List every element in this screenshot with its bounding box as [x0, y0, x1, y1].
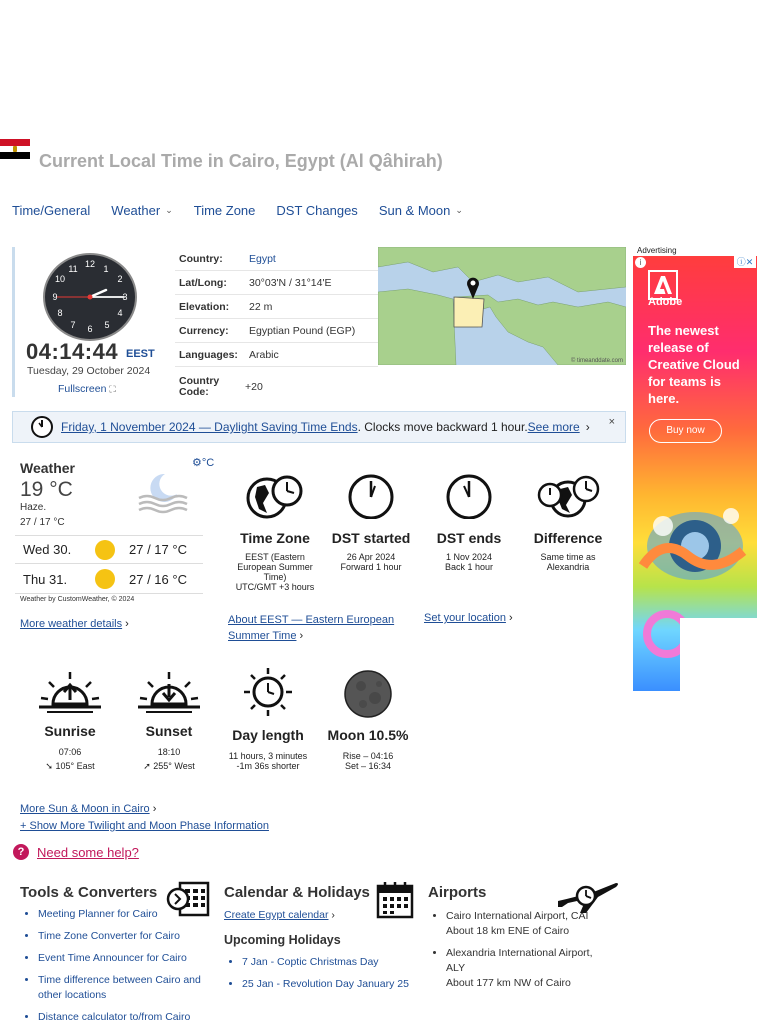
chevron-right-icon: › [299, 630, 304, 642]
tz-cell-dst-started[interactable]: DST started 26 Apr 2024 Forward 1 hour [321, 473, 421, 572]
fact-row-country-code: Country Code: +20 [179, 375, 263, 398]
calendar-icon [376, 881, 414, 919]
chevron-right-icon: › [509, 612, 513, 624]
calendar-title: Calendar & Holidays [224, 884, 370, 901]
svg-text:9: 9 [52, 292, 58, 302]
page-title: Current Local Time in Cairo, Egypt (Al Qâhirah) [39, 151, 443, 171]
current-time: 04:14:44 [26, 339, 119, 364]
globe-clock-icon [245, 473, 305, 519]
close-banner-button[interactable]: × [608, 416, 615, 428]
nav-time-general[interactable]: Time/General [12, 203, 91, 218]
list-item[interactable]: • Alexandria International Airport, ALY About 177 km NW of Cairo [446, 946, 603, 991]
calculator-clock-icon [166, 881, 210, 917]
advertisement-banner[interactable] [633, 256, 757, 691]
list-item[interactable]: • Event Time Announcer for Cairo [38, 951, 215, 966]
clock-face-icon [43, 253, 137, 341]
nav-dst-changes[interactable]: DST Changes [276, 203, 358, 218]
airports-list [428, 909, 603, 991]
sun-icon [95, 569, 115, 589]
clock-icon [346, 473, 396, 519]
ad-buy-now-button[interactable]: Buy now [649, 419, 722, 443]
more-weather-link[interactable]: More weather details › [20, 618, 129, 630]
current-date: Tuesday, 29 October 2024 [27, 365, 151, 377]
tz-cell-difference[interactable]: Difference Same time as Alexandria [518, 473, 618, 572]
sm-cell-moon[interactable]: Moon 10.5% Rise – 04:16 Set – 16:34 [318, 670, 418, 771]
tz-cell-dst-ends[interactable]: DST ends 1 Nov 2024 Back 1 hour [419, 473, 519, 572]
svg-text:8: 8 [57, 308, 63, 318]
fact-row-latlong: Lat/Long: 30°03'N / 31°14'E [175, 271, 378, 295]
ad-close-button[interactable]: ⓘ✕ [734, 256, 756, 268]
location-map[interactable] [378, 247, 626, 365]
sunrise-icon [37, 670, 103, 714]
clock-icon [30, 415, 54, 439]
chevron-right-icon: › [152, 803, 157, 815]
svg-text:4: 4 [117, 308, 123, 318]
sun-clock-icon [240, 666, 296, 718]
create-calendar-link[interactable]: Create Egypt calendar › [224, 909, 335, 921]
weather-unit-settings[interactable]: ⚙°C [192, 457, 215, 469]
gear-icon: ⚙ [192, 457, 202, 469]
sunset-icon [136, 670, 202, 714]
svg-text:3: 3 [122, 292, 128, 302]
sm-cell-sunset[interactable]: Sunset 18:10 ➚ 255° West [119, 670, 219, 771]
svg-text:1: 1 [103, 264, 109, 274]
airplane-clock-icon [556, 879, 620, 917]
list-item[interactable]: • Time Zone Converter for Cairo [38, 929, 215, 944]
list-item[interactable]: • Meeting Planner for Cairo [38, 907, 215, 922]
fullscreen-icon: ⛶ [109, 384, 116, 394]
list-item[interactable]: • 7 Jan - Coptic Christmas Day [242, 955, 414, 970]
tools-list [20, 907, 215, 1024]
moon-phase-icon [343, 670, 393, 718]
weather-title: Weather [20, 460, 75, 476]
tools-title: Tools & Converters [20, 884, 158, 901]
chevron-down-icon: ⌄ [455, 205, 463, 215]
ad-artwork [633, 496, 757, 616]
weather-description: Haze. [20, 502, 47, 513]
fact-row-languages: Languages: Arabic [175, 343, 378, 367]
nav-weather[interactable]: Weather ⌄ [111, 203, 173, 218]
tz-cell-time-zone[interactable]: Time Zone EEST (Eastern European Summer Time) UTC/GMT +3 hours [225, 473, 325, 592]
dst-banner [12, 411, 626, 443]
weather-credit: Weather by CustomWeather, © 2024 [20, 596, 135, 603]
dst-banner-text: . Clocks move backward 1 hour. [357, 420, 528, 434]
set-location-link[interactable]: Set your location › [424, 612, 513, 624]
dst-end-link[interactable]: Friday, 1 November 2024 — Daylight Saving Time Ends [61, 420, 358, 434]
fullscreen-button[interactable]: Fullscreen ⛶ [58, 383, 116, 395]
fact-row-elevation: Elevation: 22 m [175, 295, 378, 319]
svg-text:11: 11 [68, 264, 78, 274]
list-item[interactable]: • Distance calculator to/from Cairo [38, 1010, 215, 1024]
chevron-right-icon: › [331, 909, 335, 921]
moon-haze-icon [135, 470, 191, 514]
svg-text:12: 12 [84, 259, 96, 269]
ad-blank-area [680, 618, 757, 691]
svg-text:2: 2 [117, 274, 123, 284]
more-sun-moon-link[interactable]: More Sun & Moon in Cairo › [20, 803, 157, 815]
location-facts-table [175, 247, 378, 407]
map-image [378, 247, 626, 365]
show-twilight-link[interactable]: + Show More Twilight and Moon Phase Information [20, 820, 269, 832]
chevron-down-icon: ⌄ [165, 205, 173, 215]
ad-copy: The newest release of Creative Cloud for teams is here. [648, 323, 740, 406]
fact-row-country: Country: Egypt [175, 247, 378, 271]
sm-cell-sunrise[interactable]: Sunrise 07:06 ➘ 105° East [20, 670, 120, 771]
airports-title: Airports [428, 884, 487, 901]
analog-clock [43, 253, 137, 346]
svg-text:5: 5 [104, 320, 110, 330]
current-temperature: 19 °C [20, 478, 73, 501]
globe-clocks-icon [536, 473, 600, 519]
timezone-abbr[interactable]: EEST [126, 348, 155, 360]
help-link[interactable]: ? Need some help? [13, 844, 139, 860]
arrow-icon: ➚ [143, 761, 154, 771]
about-eest-link[interactable]: About EEST — Eastern European Summer Time › [228, 614, 395, 642]
fact-row-currency: Currency: Egyptian Pound (EGP) [175, 319, 378, 343]
nav-time-zone[interactable]: Time Zone [193, 203, 256, 218]
arrow-icon: ➘ [45, 761, 56, 771]
map-credit: © timeanddate.com [570, 358, 623, 364]
help-icon: ? [13, 844, 29, 860]
upcoming-holidays-title: Upcoming Holidays [224, 933, 341, 947]
ad-info-icon[interactable]: i [635, 257, 646, 268]
list-item[interactable]: • Cairo International Airport, CAI About 18 km ENE of Cairo [446, 909, 603, 939]
clock-icon [444, 473, 494, 519]
sun-icon [95, 540, 115, 560]
chevron-right-icon: › [585, 420, 590, 434]
list-item[interactable]: • Time difference between Cairo and other locations [38, 973, 215, 1003]
main-nav [12, 203, 484, 218]
chevron-right-icon: › [125, 618, 129, 630]
ad-label: Advertising [637, 246, 677, 255]
holidays-list [224, 955, 414, 992]
forecast-row: Thu 31. 27 / 16 °C [15, 565, 203, 594]
svg-text:10: 10 [54, 274, 66, 284]
list-item[interactable]: • 25 Jan - Revolution Day January 25 [242, 977, 414, 992]
svg-text:6: 6 [87, 324, 93, 334]
nav-sun-moon[interactable]: Sun & Moon ⌄ [378, 203, 463, 218]
ad-brand: Adobe [648, 296, 683, 308]
see-more-link[interactable]: See more [527, 420, 580, 434]
weather-range: 27 / 17 °C [20, 517, 65, 528]
forecast-row: Wed 30. 27 / 17 °C [15, 535, 203, 564]
svg-text:7: 7 [70, 320, 76, 330]
sm-cell-day-length[interactable]: Day length 11 hours, 3 minutes -1m 36s shorter [218, 666, 318, 771]
egypt-flag [0, 139, 30, 159]
country-link[interactable]: Egypt [249, 252, 276, 265]
